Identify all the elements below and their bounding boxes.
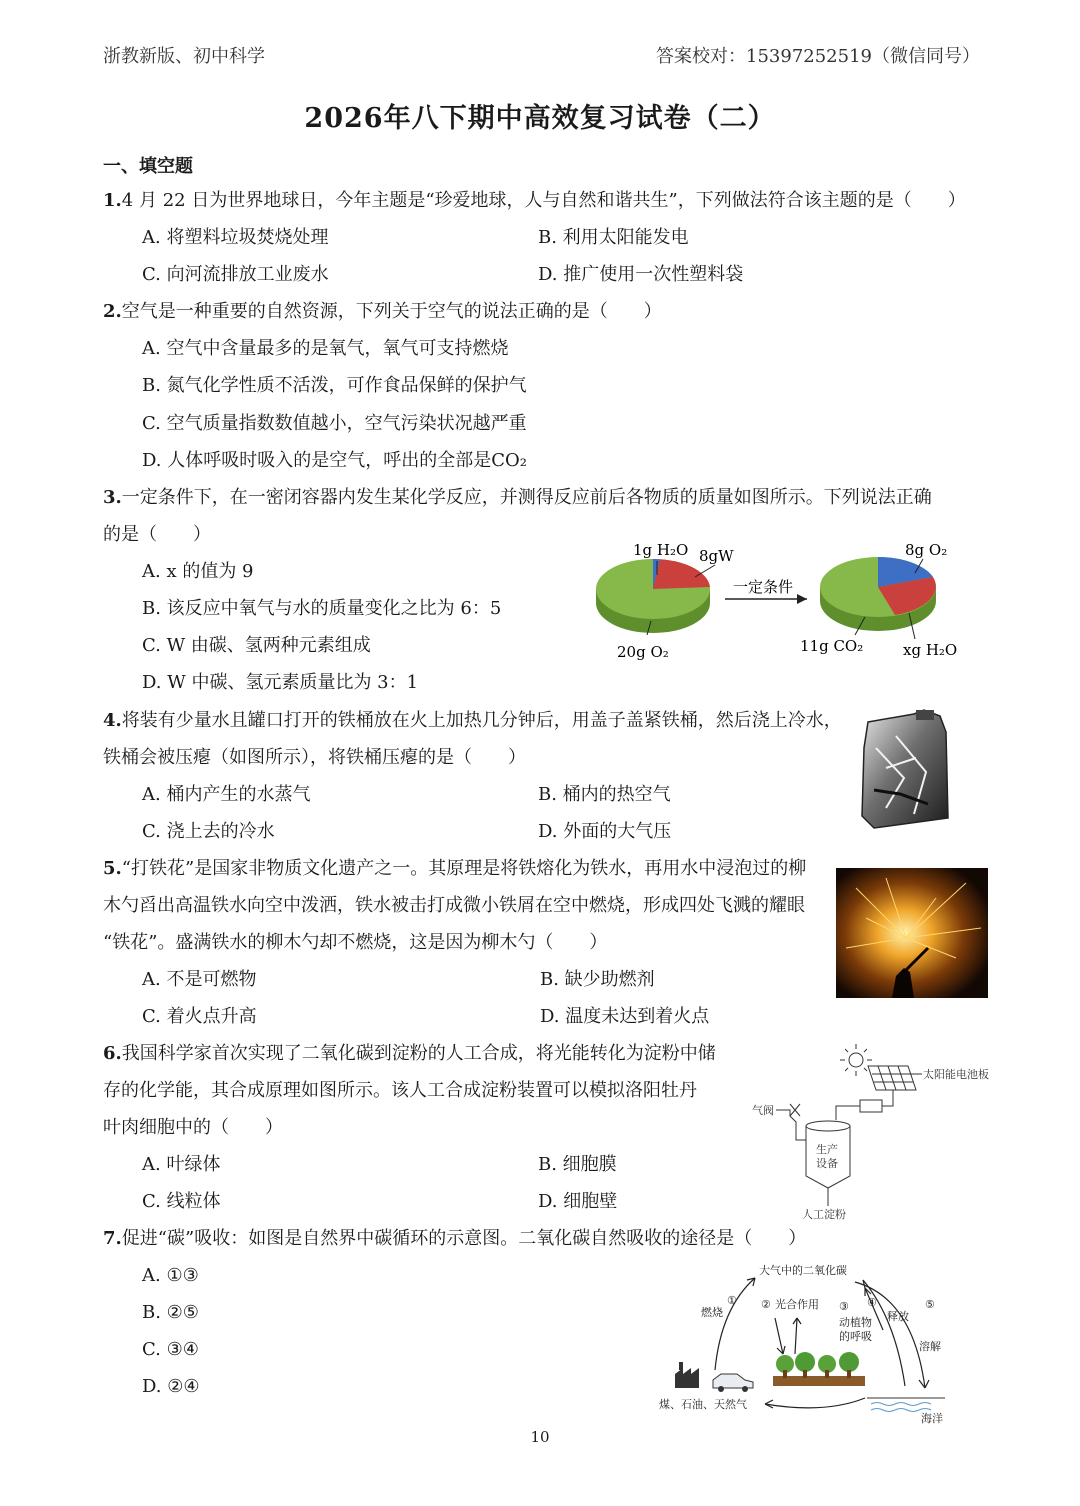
crushed-can-image <box>856 708 952 830</box>
q5-option-d[interactable]: D. 温度未达到着火点 <box>540 1006 710 1027</box>
question-5 <box>103 858 806 880</box>
q3-pie-figure <box>595 535 965 665</box>
dissolve-label: 溶解 <box>919 1340 941 1353</box>
question-2-line-1: 空气是一种重要的自然资源，下列关于空气的说法正确的是（ ） <box>121 301 662 322</box>
fossil-fuel-label: 煤、石油、天然气 <box>659 1398 747 1411</box>
question-4 <box>103 710 842 732</box>
question-5-line-3: “铁花”。盛满铁水的柳木勺却不燃烧，这是因为柳木勺（ ） <box>103 932 608 953</box>
q5-option-a[interactable]: A. 不是可燃物 <box>142 969 257 990</box>
ocean-icon <box>867 1398 945 1412</box>
question-7 <box>103 1228 806 1250</box>
label-20g-o2: 20g O₂ <box>617 643 669 661</box>
question-2-number: 2. <box>103 301 122 322</box>
starch-label: 人工淀粉 <box>802 1208 846 1221</box>
q5-option-c[interactable]: C. 着火点升高 <box>142 1006 257 1027</box>
question-3 <box>103 487 932 509</box>
path-4: ④ <box>867 1296 877 1309</box>
q5-option-b[interactable]: B. 缺少助燃剂 <box>540 969 655 990</box>
question-1-line-1: 4 月 22 日为世界地球日，今年主题是“珍爱地球，人与自然和谐共生”，下列做法符合该主题的是（ ） <box>121 190 966 211</box>
q1-option-d[interactable]: D. 推广使用一次性塑料袋 <box>538 264 744 285</box>
label-8g-o2: 8g O₂ <box>905 541 948 559</box>
question-6-number: 6. <box>103 1043 122 1064</box>
production-label-2: 设备 <box>816 1157 838 1170</box>
release-label: 释放 <box>887 1310 909 1323</box>
question-1-number: 1. <box>103 190 122 211</box>
q7-option-b[interactable]: B. ②⑤ <box>142 1302 199 1323</box>
q7-option-c[interactable]: C. ③④ <box>142 1339 199 1360</box>
respiration-label-1: 动植物 <box>839 1316 872 1329</box>
q7-option-a[interactable]: A. ①③ <box>142 1265 199 1286</box>
question-4-line-2: 铁桶会被压瘪（如图所示），将铁桶压瘪的是（ ） <box>103 747 526 768</box>
atmosphere-co2-label: 大气中的二氧化碳 <box>759 1264 847 1277</box>
question-6-line-3: 叶肉细胞中的（ ） <box>103 1117 283 1138</box>
question-5-number: 5. <box>103 858 122 879</box>
path-2: ② <box>761 1298 771 1311</box>
q4-option-a[interactable]: A. 桶内产生的水蒸气 <box>142 784 311 805</box>
valve-icon <box>790 1104 800 1116</box>
condition-label: 一定条件 <box>733 578 794 596</box>
q1-option-a[interactable]: A. 将塑料垃圾焚烧处理 <box>142 227 329 248</box>
production-label-1: 生产 <box>816 1143 838 1156</box>
path-3: ③ <box>839 1300 849 1313</box>
label-1g-h2o: 1g H₂O <box>633 541 689 559</box>
solar-panel-label: 太阳能电池板 <box>923 1068 989 1081</box>
photosynthesis-label: 光合作用 <box>775 1298 819 1311</box>
question-4-number: 4. <box>103 710 122 731</box>
ocean-label: 海洋 <box>921 1412 943 1425</box>
question-5-line-2: 木勺舀出高温铁水向空中泼洒，铁水被击打成微小铁屑在空中燃烧，形成四处飞溅的耀眼 <box>103 895 805 916</box>
label-xg-h2o: xg H₂O <box>903 641 958 659</box>
q2-option-c[interactable]: C. 空气质量指数数值越小，空气污染状况越严重 <box>142 413 527 434</box>
valve-label: 气阀 <box>752 1104 774 1117</box>
question-3-line-2: 的是（ ） <box>103 524 211 545</box>
q4-option-c[interactable]: C. 浇上去的冷水 <box>142 821 275 842</box>
before-pie <box>596 559 710 633</box>
q3-option-a[interactable]: A. x 的值为 9 <box>142 561 254 582</box>
label-8gw: 8gW <box>699 547 734 565</box>
question-6-line-2: 存的化学能，其合成原理如图所示。该人工合成淀粉装置可以模拟洛阳牡丹 <box>103 1080 697 1101</box>
q3-option-b[interactable]: B. 该反应中氧气与水的质量变化之比为 6：5 <box>142 598 502 619</box>
battery-icon <box>860 1100 882 1112</box>
q6-option-b[interactable]: B. 细胞膜 <box>538 1154 617 1175</box>
carbon-cycle-diagram <box>655 1258 955 1428</box>
question-5-line-1: “打铁花”是国家非物质文化遗产之一。其原理是将铁熔化为铁水，再用水中浸泡过的柳 <box>121 858 807 879</box>
after-pie <box>820 557 936 631</box>
reaction-arrow-head <box>797 594 807 604</box>
q3-option-d[interactable]: D. W 中碳、氢元素质量比为 3：1 <box>142 672 419 693</box>
page-title: 2026年八下期中高效复习试卷（二） <box>304 103 776 134</box>
trees-icon <box>773 1352 865 1386</box>
q6-option-d[interactable]: D. 细胞壁 <box>538 1191 618 1212</box>
q6-option-c[interactable]: C. 线粒体 <box>142 1191 221 1212</box>
label-11g-co2: 11g CO₂ <box>800 637 864 655</box>
q6-option-a[interactable]: A. 叶绿体 <box>142 1154 221 1175</box>
q1-option-b[interactable]: B. 利用太阳能发电 <box>538 227 689 248</box>
factory-car-icon <box>675 1362 753 1392</box>
header-left: 浙教新版、初中科学 <box>103 46 265 67</box>
solar-panel-icon <box>868 1066 916 1102</box>
q2-option-b[interactable]: B. 氮气化学性质不活泼，可作食品保鲜的保护气 <box>142 375 527 396</box>
question-2 <box>103 301 662 323</box>
question-3-line-1: 一定条件下，在一密闭容器内发生某化学反应，并测得反应前后各物质的质量如图所示。下列说法正确 <box>121 487 932 508</box>
q1-option-c[interactable]: C. 向河流排放工业废水 <box>142 264 329 285</box>
question-7-number: 7. <box>103 1228 122 1249</box>
question-7-line-1: 促进“碳”吸收：如图是自然界中碳循环的示意图。二氧化碳自然吸收的途径是（ ） <box>121 1228 807 1249</box>
question-3-number: 3. <box>103 487 122 508</box>
question-6 <box>103 1043 716 1065</box>
path-1: ① <box>727 1294 737 1307</box>
burning-label: 燃烧 <box>701 1306 723 1319</box>
question-6-line-1: 我国科学家首次实现了二氧化碳到淀粉的人工合成，将光能转化为淀粉中储 <box>121 1043 716 1064</box>
q7-option-d[interactable]: D. ②④ <box>142 1376 200 1397</box>
sun-icon <box>840 1044 872 1076</box>
q4-option-d[interactable]: D. 外面的大气压 <box>538 821 672 842</box>
section-heading: 一、填空题 <box>103 156 193 177</box>
iron-flower-photo <box>836 868 988 998</box>
q2-option-a[interactable]: A. 空气中含量最多的是氧气，氧气可支持燃烧 <box>142 338 509 359</box>
header-right: 答案校对：15397252519（微信同号） <box>656 46 980 67</box>
path-5: ⑤ <box>925 1298 935 1311</box>
q3-option-c[interactable]: C. W 由碳、氢两种元素组成 <box>142 635 371 656</box>
question-1 <box>103 190 966 212</box>
starch-synthesis-diagram <box>748 1040 1004 1224</box>
question-4-line-1: 将装有少量水且罐口打开的铁桶放在火上加热几分钟后，用盖子盖紧铁桶，然后浇上冷水， <box>121 710 842 731</box>
page-number: 10 <box>530 1428 550 1446</box>
q2-option-d[interactable]: D. 人体呼吸时吸入的是空气，呼出的全部是CO₂ <box>142 450 527 471</box>
respiration-label-2: 的呼吸 <box>839 1330 872 1343</box>
q4-option-b[interactable]: B. 桶内的热空气 <box>538 784 671 805</box>
